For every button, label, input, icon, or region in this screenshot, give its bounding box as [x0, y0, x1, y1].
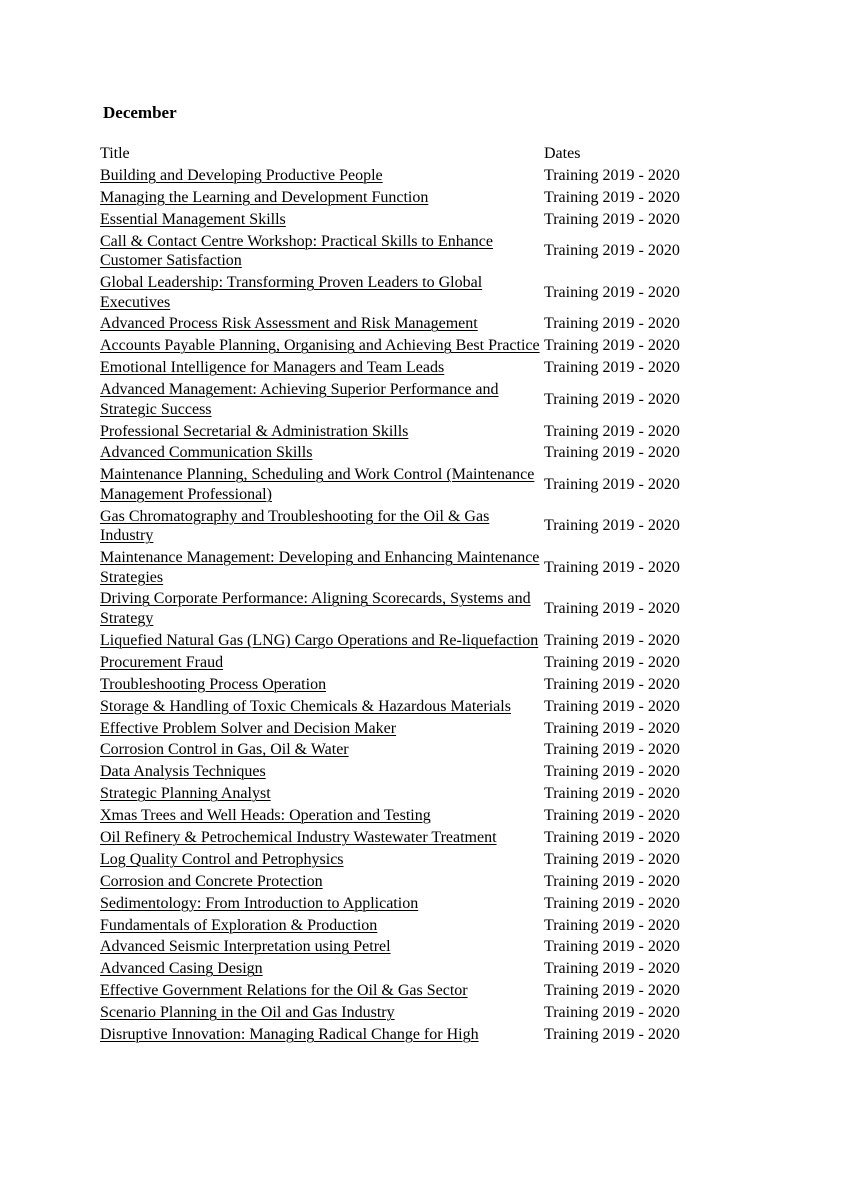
course-table — [100, 143, 720, 1046]
course-title-cell — [100, 761, 544, 783]
column-header-title: Title — [100, 145, 130, 163]
course-link[interactable]: Call & Contact Centre Workshop: Practical Skills to Enhance Customer Satisfaction — [100, 232, 494, 270]
course-dates-cell: Training 2019 - 2020 — [544, 872, 680, 890]
course-link[interactable]: Storage & Handling of Toxic Chemicals & Hazardous Materials — [100, 697, 511, 715]
course-link[interactable]: Procurement Fraud — [100, 653, 224, 671]
course-title-cell — [100, 936, 544, 958]
table-row — [100, 827, 720, 849]
table-row — [100, 379, 720, 420]
table-row — [100, 165, 720, 187]
course-title-cell — [100, 783, 544, 805]
course-dates-cell: Training 2019 - 2020 — [544, 894, 680, 912]
course-dates-cell: Training 2019 - 2020 — [544, 807, 680, 825]
course-title-cell — [100, 313, 544, 335]
table-row — [100, 717, 720, 739]
course-title-cell — [100, 674, 544, 696]
table-row — [100, 506, 720, 547]
course-dates-cell: Training 2019 - 2020 — [544, 242, 680, 260]
table-row — [100, 357, 720, 379]
course-link[interactable]: Sedimentology: From Introduction to Application — [100, 894, 419, 912]
course-title-cell — [100, 849, 544, 871]
table-row — [100, 313, 720, 335]
table-row — [100, 442, 720, 464]
table-row — [100, 871, 720, 893]
table-row — [100, 588, 720, 629]
table-row — [100, 739, 720, 761]
table-row — [100, 914, 720, 936]
course-link[interactable]: Troubleshooting Process Operation — [100, 675, 327, 693]
course-link[interactable]: Corrosion Control in Gas, Oil & Water — [100, 741, 349, 759]
table-row — [100, 958, 720, 980]
course-link[interactable]: Managing the Learning and Development Function — [100, 188, 429, 206]
course-title-cell — [100, 357, 544, 379]
table-row — [100, 893, 720, 915]
course-link[interactable]: Maintenance Planning, Scheduling and Work Control (Maintenance Management Professional) — [100, 466, 535, 503]
table-row — [100, 783, 720, 805]
table-body — [100, 165, 720, 1046]
table-row — [100, 674, 720, 696]
course-dates-cell: Training 2019 - 2020 — [544, 982, 680, 1000]
course-title-cell — [100, 958, 544, 980]
course-link[interactable]: Corrosion and Concrete Protection — [100, 872, 323, 890]
course-link[interactable]: Advanced Management: Achieving Superior Performance and Strategic Success — [100, 381, 499, 418]
course-title-cell — [100, 209, 544, 231]
course-title-cell — [100, 893, 544, 915]
course-dates-cell: Training 2019 - 2020 — [544, 828, 680, 846]
course-title-cell — [100, 547, 544, 588]
course-title-cell — [100, 187, 544, 209]
course-link[interactable]: Essential Management Skills — [100, 210, 286, 228]
course-dates-cell: Training 2019 - 2020 — [544, 315, 680, 333]
course-link[interactable]: Disruptive Innovation: Managing Radical Change for High — [100, 1025, 479, 1043]
course-dates-cell: Training 2019 - 2020 — [544, 763, 680, 781]
course-link[interactable]: Advanced Communication Skills — [100, 444, 313, 462]
course-title-cell — [100, 506, 544, 547]
course-dates-cell: Training 2019 - 2020 — [544, 600, 680, 618]
course-title-cell — [100, 231, 544, 272]
column-header-dates: Dates — [544, 145, 581, 163]
course-title-cell — [100, 379, 544, 420]
course-dates-cell: Training 2019 - 2020 — [544, 444, 680, 462]
table-header-row — [100, 143, 720, 165]
course-dates-cell: Training 2019 - 2020 — [544, 390, 680, 408]
course-title-cell — [100, 696, 544, 718]
course-link[interactable]: Global Leadership: Transforming Proven Leaders to Global Executives — [100, 273, 483, 311]
course-link[interactable]: Oil Refinery & Petrochemical Industry Wastewater Treatment — [100, 828, 497, 846]
course-dates-cell: Training 2019 - 2020 — [544, 675, 680, 693]
course-link[interactable]: Advanced Process Risk Assessment and Risk Management — [100, 315, 478, 333]
course-title-cell — [100, 630, 544, 652]
course-title-cell — [100, 1024, 544, 1046]
course-link[interactable]: Fundamentals of Exploration & Production — [100, 916, 378, 934]
course-dates-cell: Training 2019 - 2020 — [544, 359, 680, 377]
course-link[interactable]: Effective Government Relations for the Oil & Gas Sector — [100, 982, 468, 1000]
course-link[interactable]: Advanced Seismic Interpretation using Petrel — [100, 938, 391, 956]
course-title-cell — [100, 871, 544, 893]
course-title-cell — [100, 652, 544, 674]
course-link[interactable]: Accounts Payable Planning, Organising and Achieving Best Practice — [100, 337, 540, 355]
course-dates-cell: Training 2019 - 2020 — [544, 1004, 680, 1022]
table-row — [100, 652, 720, 674]
table-row — [100, 630, 720, 652]
course-dates-cell: Training 2019 - 2020 — [544, 422, 680, 440]
table-row — [100, 936, 720, 958]
table-row — [100, 1002, 720, 1024]
course-dates-cell: Training 2019 - 2020 — [544, 938, 680, 956]
course-dates-cell: Training 2019 - 2020 — [544, 210, 680, 228]
course-title-cell — [100, 1002, 544, 1024]
course-link[interactable]: Emotional Intelligence for Managers and Team Leads — [100, 359, 445, 377]
course-dates-cell: Training 2019 - 2020 — [544, 741, 680, 759]
course-title-cell — [100, 272, 544, 313]
course-link[interactable]: Scenario Planning in the Oil and Gas Industry — [100, 1004, 395, 1022]
course-title-cell — [100, 915, 544, 937]
course-title-cell — [100, 165, 544, 187]
table-row — [100, 231, 720, 272]
course-link[interactable]: Driving Corporate Performance: Aligning Scorecards, Systems and Strategy — [100, 590, 531, 628]
course-link[interactable]: Xmas Trees and Well Heads: Operation and Testing — [100, 807, 431, 825]
table-row — [100, 187, 720, 209]
table-row — [100, 849, 720, 871]
course-link[interactable]: Building and Developing Productive People — [100, 166, 383, 184]
table-row — [100, 272, 720, 313]
course-dates-cell: Training 2019 - 2020 — [544, 850, 680, 868]
course-link[interactable]: Log Quality Control and Petrophysics — [100, 850, 344, 868]
section-heading: December — [103, 103, 177, 122]
course-dates-cell: Training 2019 - 2020 — [544, 517, 680, 535]
course-title-cell — [100, 442, 544, 464]
course-title-cell — [100, 718, 544, 740]
course-title-cell — [100, 739, 544, 761]
course-link[interactable]: Professional Secretarial & Administration Skills — [100, 422, 409, 440]
table-row — [100, 980, 720, 1002]
course-dates-cell: Training 2019 - 2020 — [544, 653, 680, 671]
table-row — [100, 696, 720, 718]
course-link[interactable]: Advanced Casing Design — [100, 960, 263, 978]
course-link[interactable]: Gas Chromatography and Troubleshooting for the Oil & Gas Industry — [100, 507, 490, 545]
course-dates-cell: Training 2019 - 2020 — [544, 1025, 680, 1043]
table-row — [100, 464, 720, 505]
course-dates-cell: Training 2019 - 2020 — [544, 476, 680, 494]
course-dates-cell: Training 2019 - 2020 — [544, 166, 680, 184]
course-dates-cell: Training 2019 - 2020 — [544, 631, 680, 649]
table-row — [100, 1024, 720, 1046]
course-dates-cell: Training 2019 - 2020 — [544, 719, 680, 737]
course-title-cell — [100, 805, 544, 827]
course-dates-cell: Training 2019 - 2020 — [544, 960, 680, 978]
course-dates-cell: Training 2019 - 2020 — [544, 558, 680, 576]
course-title-cell — [100, 335, 544, 357]
table-row — [100, 209, 720, 231]
course-dates-cell: Training 2019 - 2020 — [544, 697, 680, 715]
course-link[interactable]: Maintenance Management: Developing and Enhancing Maintenance Strategies — [100, 549, 540, 586]
course-dates-cell: Training 2019 - 2020 — [544, 337, 680, 355]
course-link[interactable]: Liquefied Natural Gas (LNG) Cargo Operations and Re-liquefaction — [100, 631, 539, 649]
course-title-cell — [100, 464, 544, 505]
table-row — [100, 420, 720, 442]
course-dates-cell: Training 2019 - 2020 — [544, 916, 680, 934]
course-link[interactable]: Data Analysis Techniques — [100, 763, 266, 781]
course-dates-cell: Training 2019 - 2020 — [544, 283, 680, 301]
table-row — [100, 805, 720, 827]
course-title-cell — [100, 980, 544, 1002]
table-row — [100, 547, 720, 588]
course-title-cell — [100, 588, 544, 629]
course-title-cell — [100, 421, 544, 443]
course-link[interactable]: Strategic Planning Analyst — [100, 785, 271, 803]
course-dates-cell: Training 2019 - 2020 — [544, 188, 680, 206]
course-dates-cell: Training 2019 - 2020 — [544, 785, 680, 803]
table-row — [100, 335, 720, 357]
table-row — [100, 761, 720, 783]
course-link[interactable]: Effective Problem Solver and Decision Maker — [100, 719, 397, 737]
course-title-cell — [100, 827, 544, 849]
